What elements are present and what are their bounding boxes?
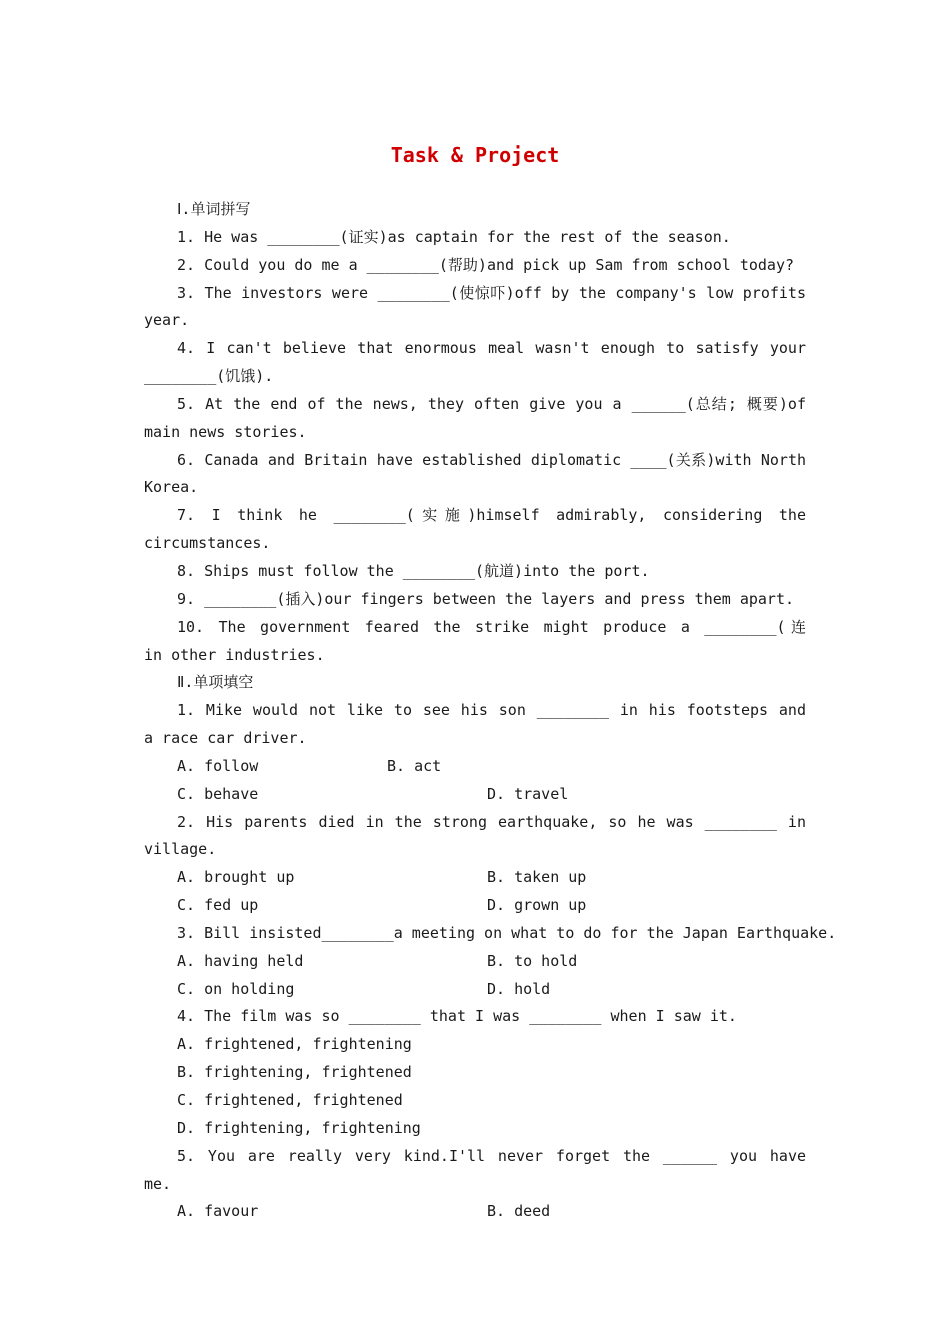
question-1-options-row-1 [144,753,806,781]
question-4-option-d: D. frightening, frightening [177,1118,421,1137]
question-5-stem-cont: me. [144,1174,172,1193]
question-4-option-a: A. frightened, frightening [177,1035,412,1054]
spelling-item-6: 6. Canada and Britain have established diplomatic ____(关系)with North [177,450,806,469]
spelling-item-10-cont: in other industries. [144,645,325,664]
spelling-item-3-cont: year. [144,311,190,330]
question-3-option-c: C. on holding [177,979,295,998]
question-1-option-c: C. behave [177,784,259,803]
spelling-item-5-cont: main news stories. [144,422,307,441]
question-4-option-b: B. frightening, frightened [177,1063,412,1082]
question-1-option-d: D. travel [487,784,569,803]
question-4-stem: 4. The film was so ________ that I was ________ when I saw it. [177,1007,737,1026]
spelling-item-6-cont: Korea. [144,478,199,497]
question-1-options-row-2 [144,781,806,809]
question-2-options-row-1 [144,864,806,892]
question-3-option-b: B. to hold [487,951,578,970]
spelling-item-7-cont: circumstances. [144,534,271,553]
question-5-options-row-1 [144,1198,806,1226]
page-title: Task & Project [390,143,560,167]
spelling-item-10: 10. The government feared the strike might produce a ________(连 [177,617,806,636]
spelling-item-9: 9. ________(插入)our fingers between the layers and press them apart. [177,589,794,608]
spelling-item-4: 4. I can't believe that enormous meal wasn't enough to satisfy your [177,339,806,358]
question-2-options-row-2 [144,892,806,920]
spelling-item-4-cont: ________(饥饿). [144,367,274,386]
question-2-stem: 2. His parents died in the strong earthquake, so he was ________ in [177,812,806,831]
section-heading-spelling: Ⅰ.单词拼写 [177,200,251,218]
section-heading-choice: Ⅱ.单项填空 [177,673,254,692]
question-1-option-a: A. follow [177,756,259,775]
question-5-option-b: B. deed [487,1202,551,1221]
spelling-item-7: 7. I think he ________(实施)himself admirably, considering the [177,506,806,525]
spelling-item-3: 3. The investors were ________(使惊吓)off by the company's low profits [177,283,806,302]
question-2-option-c: C. fed up [177,896,259,915]
question-2-stem-cont: village. [144,840,217,859]
question-3-option-a: A. having held [177,951,304,970]
question-5-option-a: A. favour [177,1202,259,1221]
question-3-options-row-2 [144,976,806,1004]
question-4-option-c: C. frightened, frightened [177,1091,403,1109]
spelling-item-2: 2. Could you do me a ________(帮助)and pick up Sam from school today? [177,255,794,274]
question-1-stem-cont: a race car driver. [144,729,307,748]
spelling-item-8: 8. Ships must follow the ________(航道)into the port. [177,561,650,580]
spelling-item-5: 5. At the end of the news, they often give you a ______(总结; 概要)of [177,394,806,413]
question-3-option-d: D. hold [487,979,551,998]
question-5-stem: 5. You are really very kind.I'll never forget the ______ you have [177,1146,806,1165]
question-1-stem: 1. Mike would not like to see his son ________ in his footsteps and [177,701,806,720]
question-2-option-d: D. grown up [487,896,587,915]
spelling-item-1: 1. He was ________(证实)as captain for the rest of the season. [177,227,731,246]
question-3-options-row-1 [144,948,806,976]
question-1-option-b: B. act [387,756,442,775]
worksheet-content [144,196,837,1226]
question-3-stem: 3. Bill insisted________a meeting on what to do for the Japan Earthquake. [177,923,837,942]
question-2-option-a: A. brought up [177,868,295,887]
question-2-option-b: B. taken up [487,868,587,887]
